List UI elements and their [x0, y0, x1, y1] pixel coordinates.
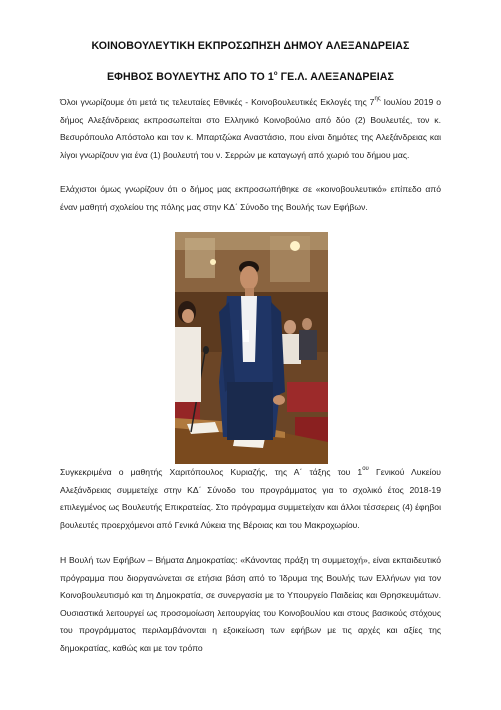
subtitle-superscript: ο [273, 71, 278, 77]
paragraph-text-end: Ιουλίου 2019 ο δήμος Αλεξάνδρειας εκπροσωπείται στο Ελληνικό Κοινοβούλιο από δύο (2) Βουλευτές, τον κ. Βεσυρόπουλο Απόστολο και τον κ. Μπαρτζώκα Αναστάσιο, που είναι δημότες της Αλεξάνδρειας και λίγοι γνωρίζουν για ένα (1) βουλευτή του ν. Σερρών με καταγωγή από χωριό του δήμου μας. [60, 97, 441, 160]
paragraph-student [60, 464, 441, 534]
student-parliament-photo [175, 232, 328, 464]
subtitle-text-end: ΓΕ.Λ. ΑΛΕΞΑΝΔΡΕΙΑΣ [277, 71, 395, 83]
date-superscript: ης [374, 96, 381, 102]
subtitle-text: ΕΦΗΒΟΣ ΒΟΥΛΕΥΤΗΣ ΑΠΟ ΤΟ 1 [106, 71, 274, 83]
paragraph-text: Συγκεκριμένα ο μαθητής Χαριτόπουλος Κυριαζής, της Α΄ τάξης του 1 [60, 467, 363, 477]
paragraph-representation: Ελάχιστοι όμως γνωρίζουν ότι ο δήμος μας εκπροσωπήθηκε σε «κοινοβουλευτικό» επίπεδο από έναν μαθητή σχολείου της πόλης μας στην ΚΔ΄ Σύνοδο της Βουλής των Εφήβων. [60, 184, 441, 212]
paragraph-text: Όλοι γνωρίζουμε ότι μετά τις τελευταίες Εθνικές - Κοινοβουλευτικές Εκλογές της 7 [60, 97, 375, 107]
document-title: ΚΟΙΝΟΒΟΥΛΕΥΤΙΚΗ ΕΚΠΡΟΣΩΠΗΣΗ ΔΗΜΟΥ ΑΛΕΞΑΝΔΡΕΙΑΣ [91, 40, 410, 52]
paragraph-youth-parliament: Η Βουλή των Εφήβων – Βήματα Δημοκρατίας: «Κάνοντας πράξη τη συμμετοχή», είναι εκπαιδευτικό πρόγραμμα που διοργανώνεται σε ετήσια βάση από το Ίδρυμα της Βουλής των Ελλήνων για τον Κοινοβουλευτισμό και τη Δημοκρατία, σε συνεργασία με το Υπουργείο Παιδείας και Θρησκευμάτων. Ουσιαστικά λειτουργεί ως προσομοίωση λειτουργίας του Κοινοβουλίου και στους βασικούς στόχους του προγράμματος περιλαμβάνονται η εξοικείωση των εφήβων με τις αρχές και αξίες της δημοκρατίας, καθώς και με τον τρόπο [60, 555, 441, 653]
ordinal-superscript: ου [362, 466, 369, 472]
paragraph-text-end: Γενικού Λυκείου Αλεξάνδρειας συμμετείχε στην ΚΔ΄ Σύνοδο του προγράμματος για το σχολικό έτος 2018-19 επιλεγμένος ως Βουλευτής Επικρατείας. Στο πρόγραμμα συμμετείχαν και άλλοι τέσσερεις (4) έφηβοι βουλευτές προερχόμενοι από Γενικά Λύκεια της Βέροιας και του Μακροχωρίου. [60, 467, 441, 530]
paragraph-elections [60, 94, 441, 164]
document-subtitle [0, 71, 501, 83]
